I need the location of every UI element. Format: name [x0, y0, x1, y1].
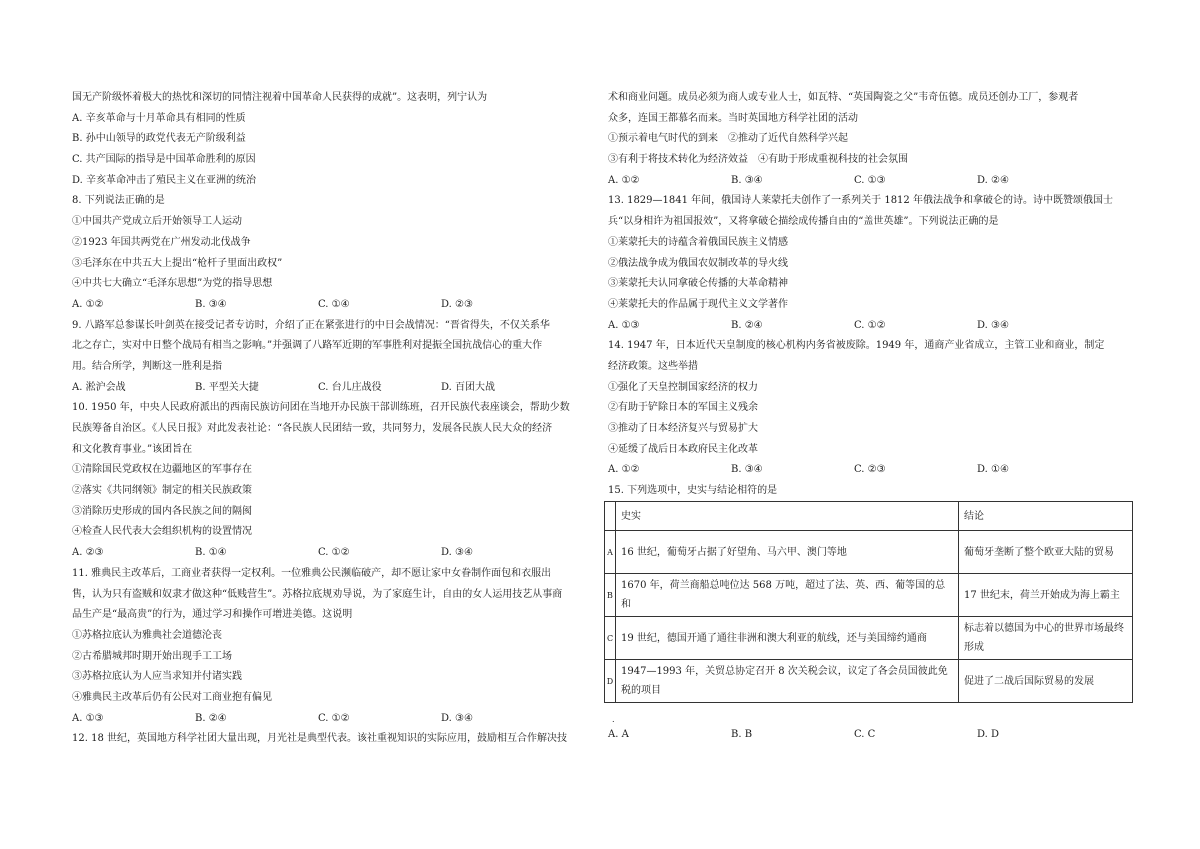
q13-stem-line-2: 兵“以身相许为祖国报效”，又将拿破仑描绘成传播自由的“盖世英雄”。下列说法正确的是: [608, 216, 999, 228]
q11-choice-c: C. ①②: [318, 712, 350, 724]
q13-item-4: ④莱蒙托夫的作品属于现代主义文学著作: [608, 298, 788, 310]
q11-stem-line-1: 11. 雅典民主改革后，工商业者获得一定权利。一位雅典公民濒临破产，却不愿让家中女眷制作面包和衣服出: [72, 567, 552, 579]
q13-options: [608, 316, 1136, 337]
q12-stem-line-2: 术和商业问题。成员必须为商人或专业人士，如瓦特、“英国陶瓷之父”韦奇伍德。成员还创办工厂，参观者: [608, 92, 1079, 103]
q8-item-1: ①中国共产党成立后开始领导工人运动: [72, 216, 242, 228]
q8-item-3: ③毛泽东在中共五大上提出“枪杆子里面出政权”: [72, 257, 283, 269]
row-conclusion: 葡萄牙垄断了整个欧亚大陆的贸易: [959, 531, 1133, 574]
row-fact: 1670 年，荷兰商船总吨位达 568 万吨，超过了法、英、西、葡等国的总和: [616, 574, 959, 617]
q13-item-1: ①莱蒙托夫的诗蕴含着俄国民族主义情感: [608, 236, 788, 248]
q10-stem-line-2: 民族筹备自治区。《人民日报》对此发表社论：“各民族人民团结一致，共同努力，发展各民族人民大众的经济: [72, 423, 553, 434]
q11-stem-line-3: 品生产是“最高贵”的行为，通过学习和操作可增进美德。这说明: [72, 609, 353, 621]
row-key: C: [605, 617, 616, 660]
q14-item-3: ③推动了日本经济复兴与贸易扩大: [608, 423, 758, 434]
q9-choice-a: A. 淞沪会战: [72, 381, 126, 393]
q9-options: [72, 378, 600, 399]
q10-choice-c: C. ①②: [318, 547, 350, 559]
q9-stem-line-2: 北之存亡，实对中日整个战局有相当之影响。”并强调了八路军近期的军事胜利对提振全国抗战信心的重大作: [72, 340, 543, 352]
q9-stem-line-1: 9. 八路军总参谋长叶剑英在接受记者专访时，介绍了正在紧张进行的中日会战情况：“晋省得失，不仅关系华: [72, 319, 550, 331]
q15-choice-d: D. D: [977, 729, 1000, 740]
q10-options: [72, 543, 600, 564]
q15-choice-a: A. A: [608, 729, 629, 740]
table-row: [605, 660, 1133, 703]
q14-stem-line-2: 经济政策。这些举措: [608, 360, 698, 372]
left-column: [72, 88, 600, 750]
q13-choice-a: A. ①③: [608, 319, 640, 331]
q11-options: [72, 709, 600, 730]
q12-choice-c: C. ①③: [854, 174, 886, 186]
q10-stem-line-3: 和文化教育事业。”该团旨在: [72, 443, 193, 455]
q8-options: [72, 295, 600, 316]
q9-choice-b: B. 平型关大捷: [195, 381, 259, 393]
q11-item-3: ③苏格拉底认为人应当求知并付诸实践: [72, 671, 242, 683]
q15-choice-b: B. B: [731, 729, 753, 740]
right-column: [608, 88, 1136, 502]
q9-choice-c: C. 台儿庄战役: [318, 381, 382, 393]
q8-stem: 8. 下列说法正确的是: [72, 195, 165, 207]
q11-stem-line-2: 售，认为只有盗贼和奴隶才做这种“低贱营生”。苏格拉底规劝导说，为了家庭生计，自由的女人运用技艺从事商: [72, 588, 563, 600]
q14-item-1: ①强化了天皇控制国家经济的权力: [608, 381, 758, 393]
q14-item-2: ②有助于铲除日本的军国主义残余: [608, 402, 758, 414]
q15-options: [608, 725, 1136, 746]
row-conclusion: 17 世纪末，荷兰开始成为海上霸主: [959, 574, 1133, 617]
q9-stem-line-3: 用。结合所学，判断这一胜利是指: [72, 360, 222, 372]
q14-item-4: ④延缓了战后日本政府民主化改革: [608, 443, 758, 455]
q14-choice-c: C. ②③: [854, 464, 886, 476]
q9-choice-d: D. 百团大战: [441, 381, 496, 393]
q12-items-3-4: ③有利于将技术转化为经济效益 ④有助于形成重视科技的社会氛围: [608, 154, 908, 166]
row-fact: 16 世纪，葡萄牙占据了好望角、马六甲、澳门等地: [616, 531, 959, 574]
table-row: [605, 574, 1133, 617]
q8-choice-d: D. ②③: [441, 298, 473, 310]
q10-choice-b: B. ①④: [195, 547, 227, 559]
q14-choice-a: A. ①②: [608, 464, 640, 476]
q12-items-1-2: ①预示着电气时代的到来 ②推动了近代自然科学兴起: [608, 133, 848, 145]
q8-item-4: ④中共七大确立“毛泽东思想”为党的指导思想: [72, 278, 273, 290]
q12-choice-a: A. ①②: [608, 174, 640, 186]
table-header-fact: 史实: [616, 502, 959, 531]
row-key: A: [605, 531, 616, 574]
q11-item-4: ④雅典民主改革后仍有公民对工商业抱有偏见: [72, 691, 272, 703]
q8-choice-c: C. ①④: [318, 298, 350, 310]
q11-item-2: ②古希腊城邦时期开始出现手工工场: [72, 650, 232, 662]
row-fact: 1947—1993 年，关贸总协定召开 8 次关税会议，议定了各会员国彼此免税的项目: [616, 660, 959, 703]
q12-stem-line-3: 众多，连国王都慕名而来。当时英国地方科学社团的活动: [608, 112, 858, 124]
q8-choice-a: A. ①②: [72, 298, 104, 310]
table-row: [605, 531, 1133, 574]
row-fact: 19 世纪，德国开通了通往非洲和澳大利亚的航线，还与美国缔约通商: [616, 617, 959, 660]
q13-stem-line-1: 13. 1829—1841 年间，俄国诗人莱蒙托夫创作了一系列关于 1812 年俄法战争和拿破仑的诗。诗中既赞颂俄国士: [608, 195, 1113, 207]
table-row: [605, 617, 1133, 660]
q7-option-c: C. 共产国际的指导是中国革命胜利的原因: [72, 154, 256, 166]
q7-option-b: B. 孙中山领导的政党代表无产阶级利益: [72, 133, 246, 145]
q10-item-3: ③消除历史形成的国内各民族之间的隔阂: [72, 505, 252, 517]
q12-options: [608, 171, 1136, 192]
q15-stem: 15. 下列选项中，史实与结论相符的是: [608, 485, 778, 497]
q14-stem-line-1: 14. 1947 年，日本近代天皇制度的核心机构内务省被废除。1949 年，通商产业省成立，主管工业和商业，制定: [608, 340, 1105, 352]
q13-choice-d: D. ③④: [977, 319, 1009, 331]
stray-mark: .: [612, 715, 615, 724]
q8-item-2: ②1923 年国共两党在广州发动北伐战争: [72, 236, 251, 248]
row-key: D: [605, 660, 616, 703]
q11-item-1: ①苏格拉底认为雅典社会道德沦丧: [72, 629, 222, 641]
q12-choice-d: D. ②④: [977, 174, 1009, 186]
table-header-key: [605, 502, 616, 531]
row-key: B: [605, 574, 616, 617]
q10-item-2: ②落实《共同纲领》制定的相关民族政策: [72, 485, 252, 497]
q10-choice-d: D. ③④: [441, 547, 473, 559]
q10-item-1: ①清除国民党政权在边疆地区的军事存在: [72, 464, 252, 476]
q14-options: [608, 460, 1136, 481]
q11-choice-b: B. ②④: [195, 712, 227, 724]
q10-choice-a: A. ②③: [72, 547, 104, 559]
q13-item-3: ③莱蒙托夫认同拿破仑传播的大革命精神: [608, 278, 788, 290]
row-conclusion: 标志着以德国为中心的世界市场最终形成: [959, 617, 1133, 660]
q15-choice-c: C. C: [854, 729, 876, 740]
q14-choice-d: D. ①④: [977, 464, 1009, 476]
q8-choice-b: B. ③④: [195, 298, 227, 310]
q12-choice-b: B. ③④: [731, 174, 763, 186]
q7-option-a: A. 辛亥革命与十月革命具有相同的性质: [72, 112, 246, 124]
q10-stem-line-1: 10. 1950 年，中央人民政府派出的西南民族访问团在当地开办民族干部训练班，召开民族代表座谈会，帮助少数: [72, 402, 570, 414]
table-header-row: [605, 502, 1133, 531]
q10-item-4: ④检查人民代表大会组织机构的设置情况: [72, 526, 252, 538]
q13-item-2: ②俄法战争成为俄国农奴制改革的导火线: [608, 257, 788, 269]
q11-choice-d: D. ③④: [441, 712, 473, 724]
q13-choice-c: C. ①②: [854, 319, 886, 331]
q13-choice-b: B. ②④: [731, 319, 763, 331]
q11-choice-a: A. ①③: [72, 712, 104, 724]
q15-table: [604, 501, 1133, 703]
table-header-conclusion: 结论: [959, 502, 1133, 531]
q7-option-d: D. 辛亥革命冲击了殖民主义在亚洲的统治: [72, 174, 257, 186]
q12-stem-line-1: 12. 18 世纪，英国地方科学社团大量出现，月光社是典型代表。该社重视知识的实际应用，鼓励相互合作解决技: [72, 733, 567, 745]
q14-choice-b: B. ③④: [731, 464, 763, 476]
q7-stem-tail: 国无产阶级怀着极大的热忱和深切的同情注视着中国革命人民获得的成就”。这表明，列宁认为: [72, 92, 488, 103]
row-conclusion: 促进了二战后国际贸易的发展: [959, 660, 1133, 703]
